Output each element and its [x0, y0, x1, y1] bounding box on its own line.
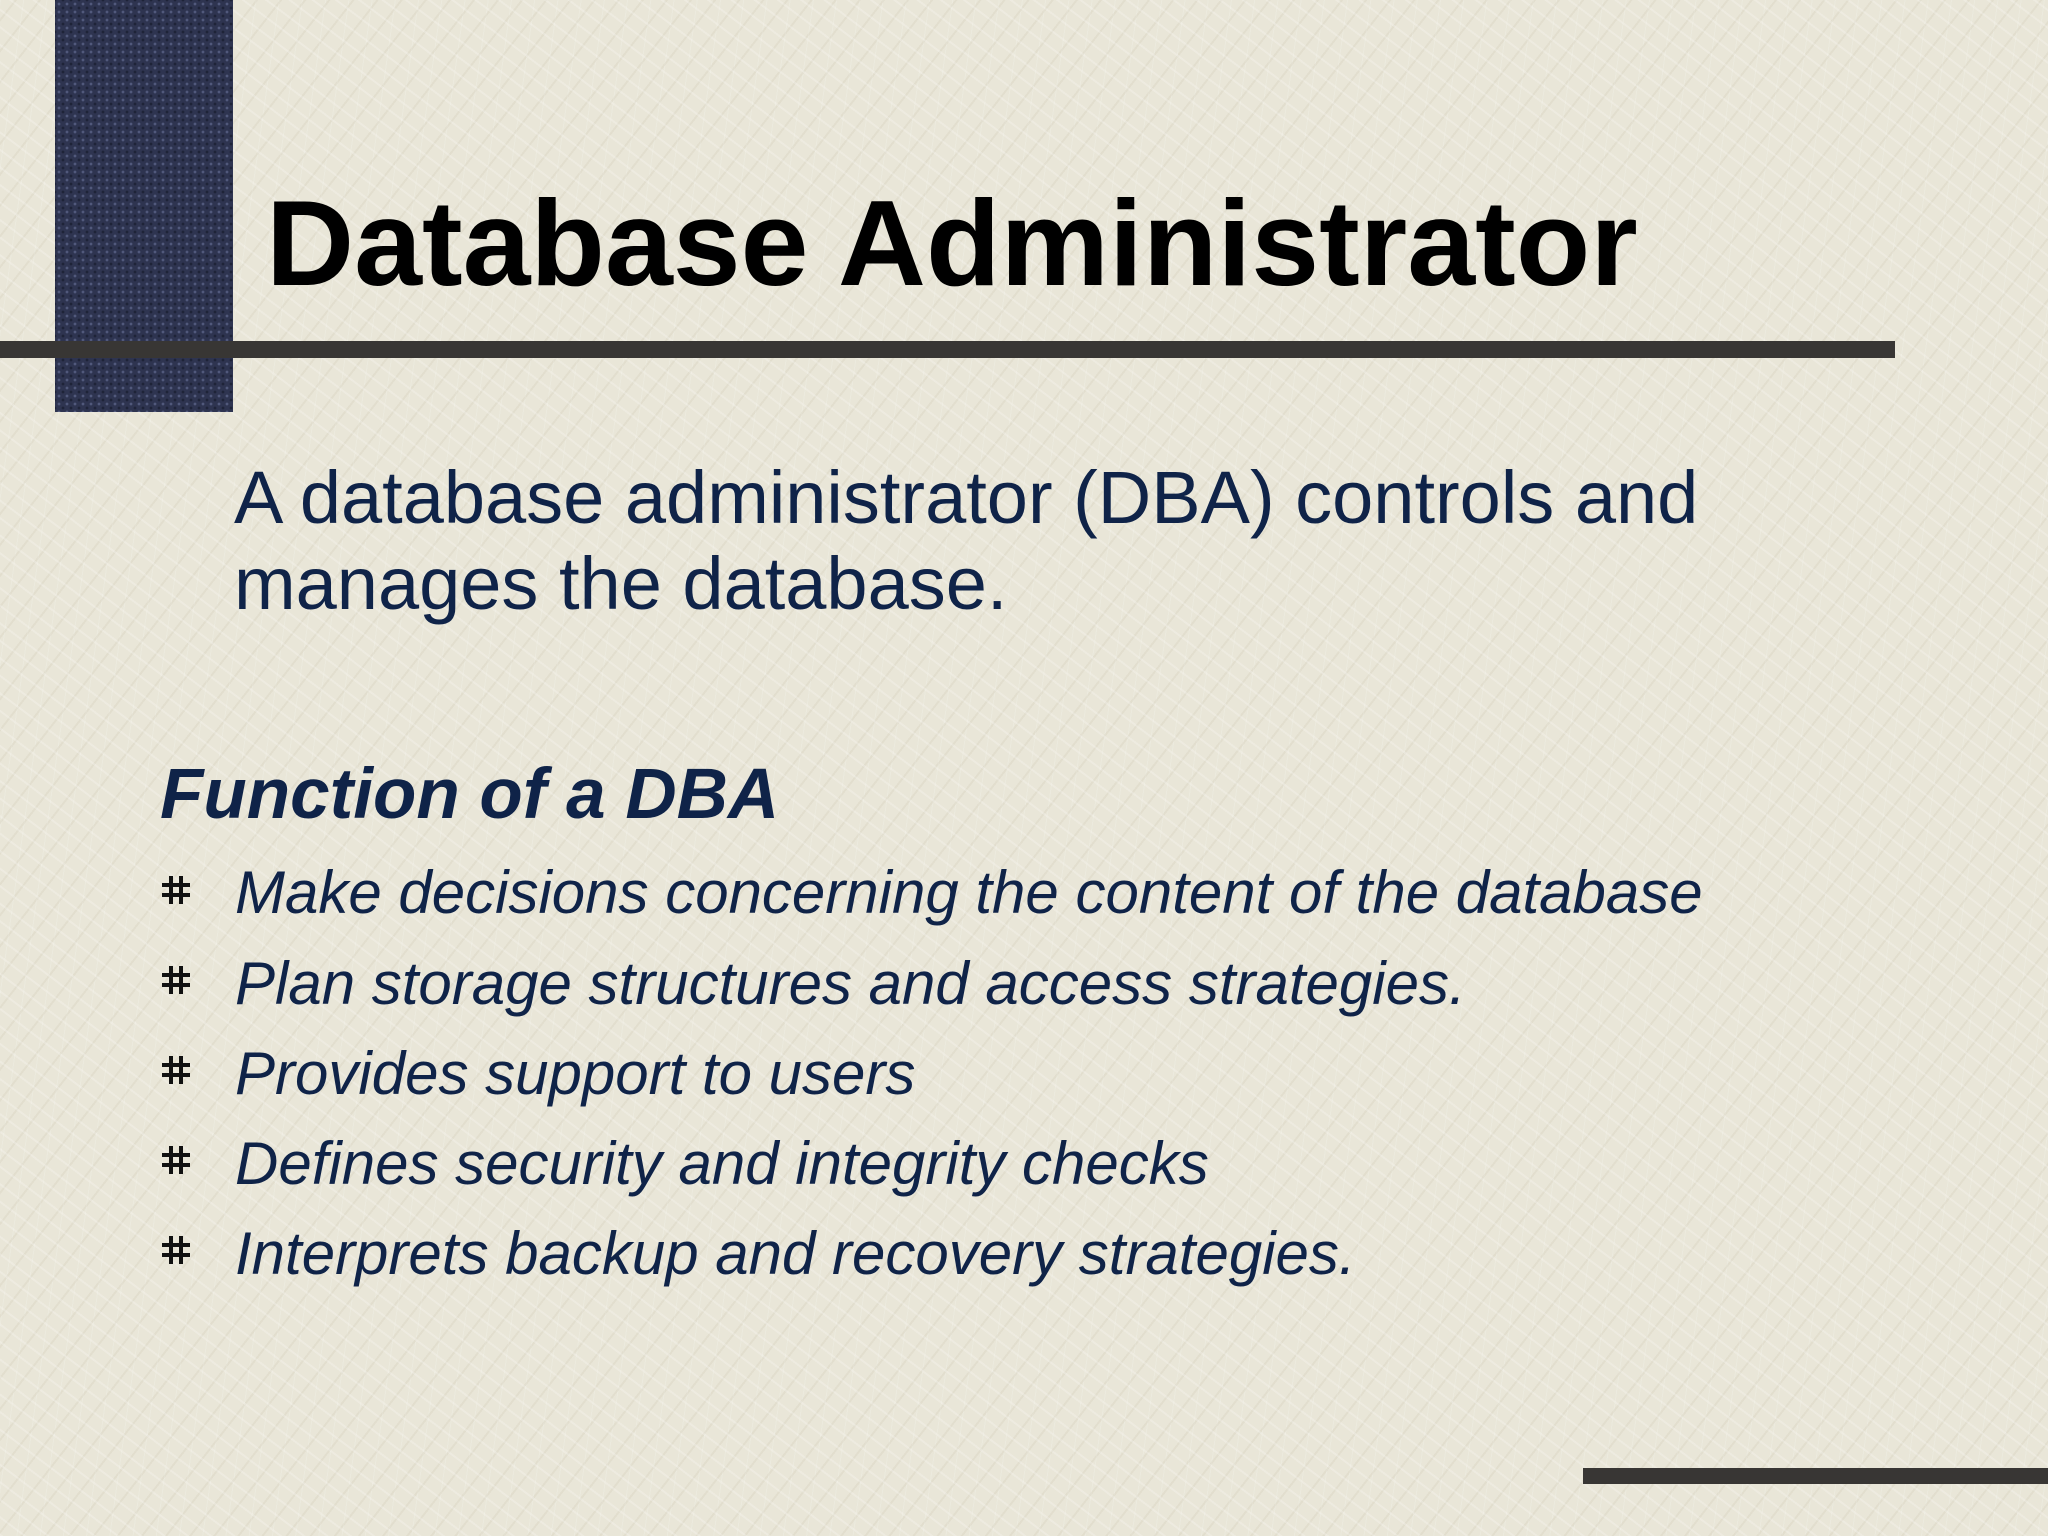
bullet-item: [160, 948, 1880, 1020]
hash-bullet-icon: [160, 874, 192, 906]
bullet-item: [160, 1128, 1880, 1200]
bottom-corner-rule: [1583, 1468, 2048, 1484]
bullet-item: [160, 1218, 1880, 1290]
hash-bullet-icon: [160, 1144, 192, 1176]
title-underline-rule: [0, 341, 1895, 358]
bullet-item: [160, 858, 1880, 928]
bullet-text: Defines security and integrity checks: [235, 1130, 1209, 1197]
section-heading: Function of a DBA: [160, 755, 780, 834]
bullet-text: Plan storage structures and access strategies.: [235, 950, 1466, 1017]
slide-title: Database Administrator: [266, 175, 1638, 311]
bullet-text: Make decisions concerning the content of the database: [235, 859, 1703, 926]
hash-bullet-icon: [160, 964, 192, 996]
function-bullet-list: [160, 858, 1880, 1308]
bullet-text: Interprets backup and recovery strategies.: [235, 1220, 1356, 1287]
hash-bullet-icon: [160, 1054, 192, 1086]
bullet-text: Provides support to users: [235, 1040, 916, 1107]
bullet-item: [160, 1038, 1880, 1110]
intro-paragraph: A database administrator (DBA) controls and manages the database.: [234, 456, 1699, 625]
hash-bullet-icon: [160, 1234, 192, 1266]
